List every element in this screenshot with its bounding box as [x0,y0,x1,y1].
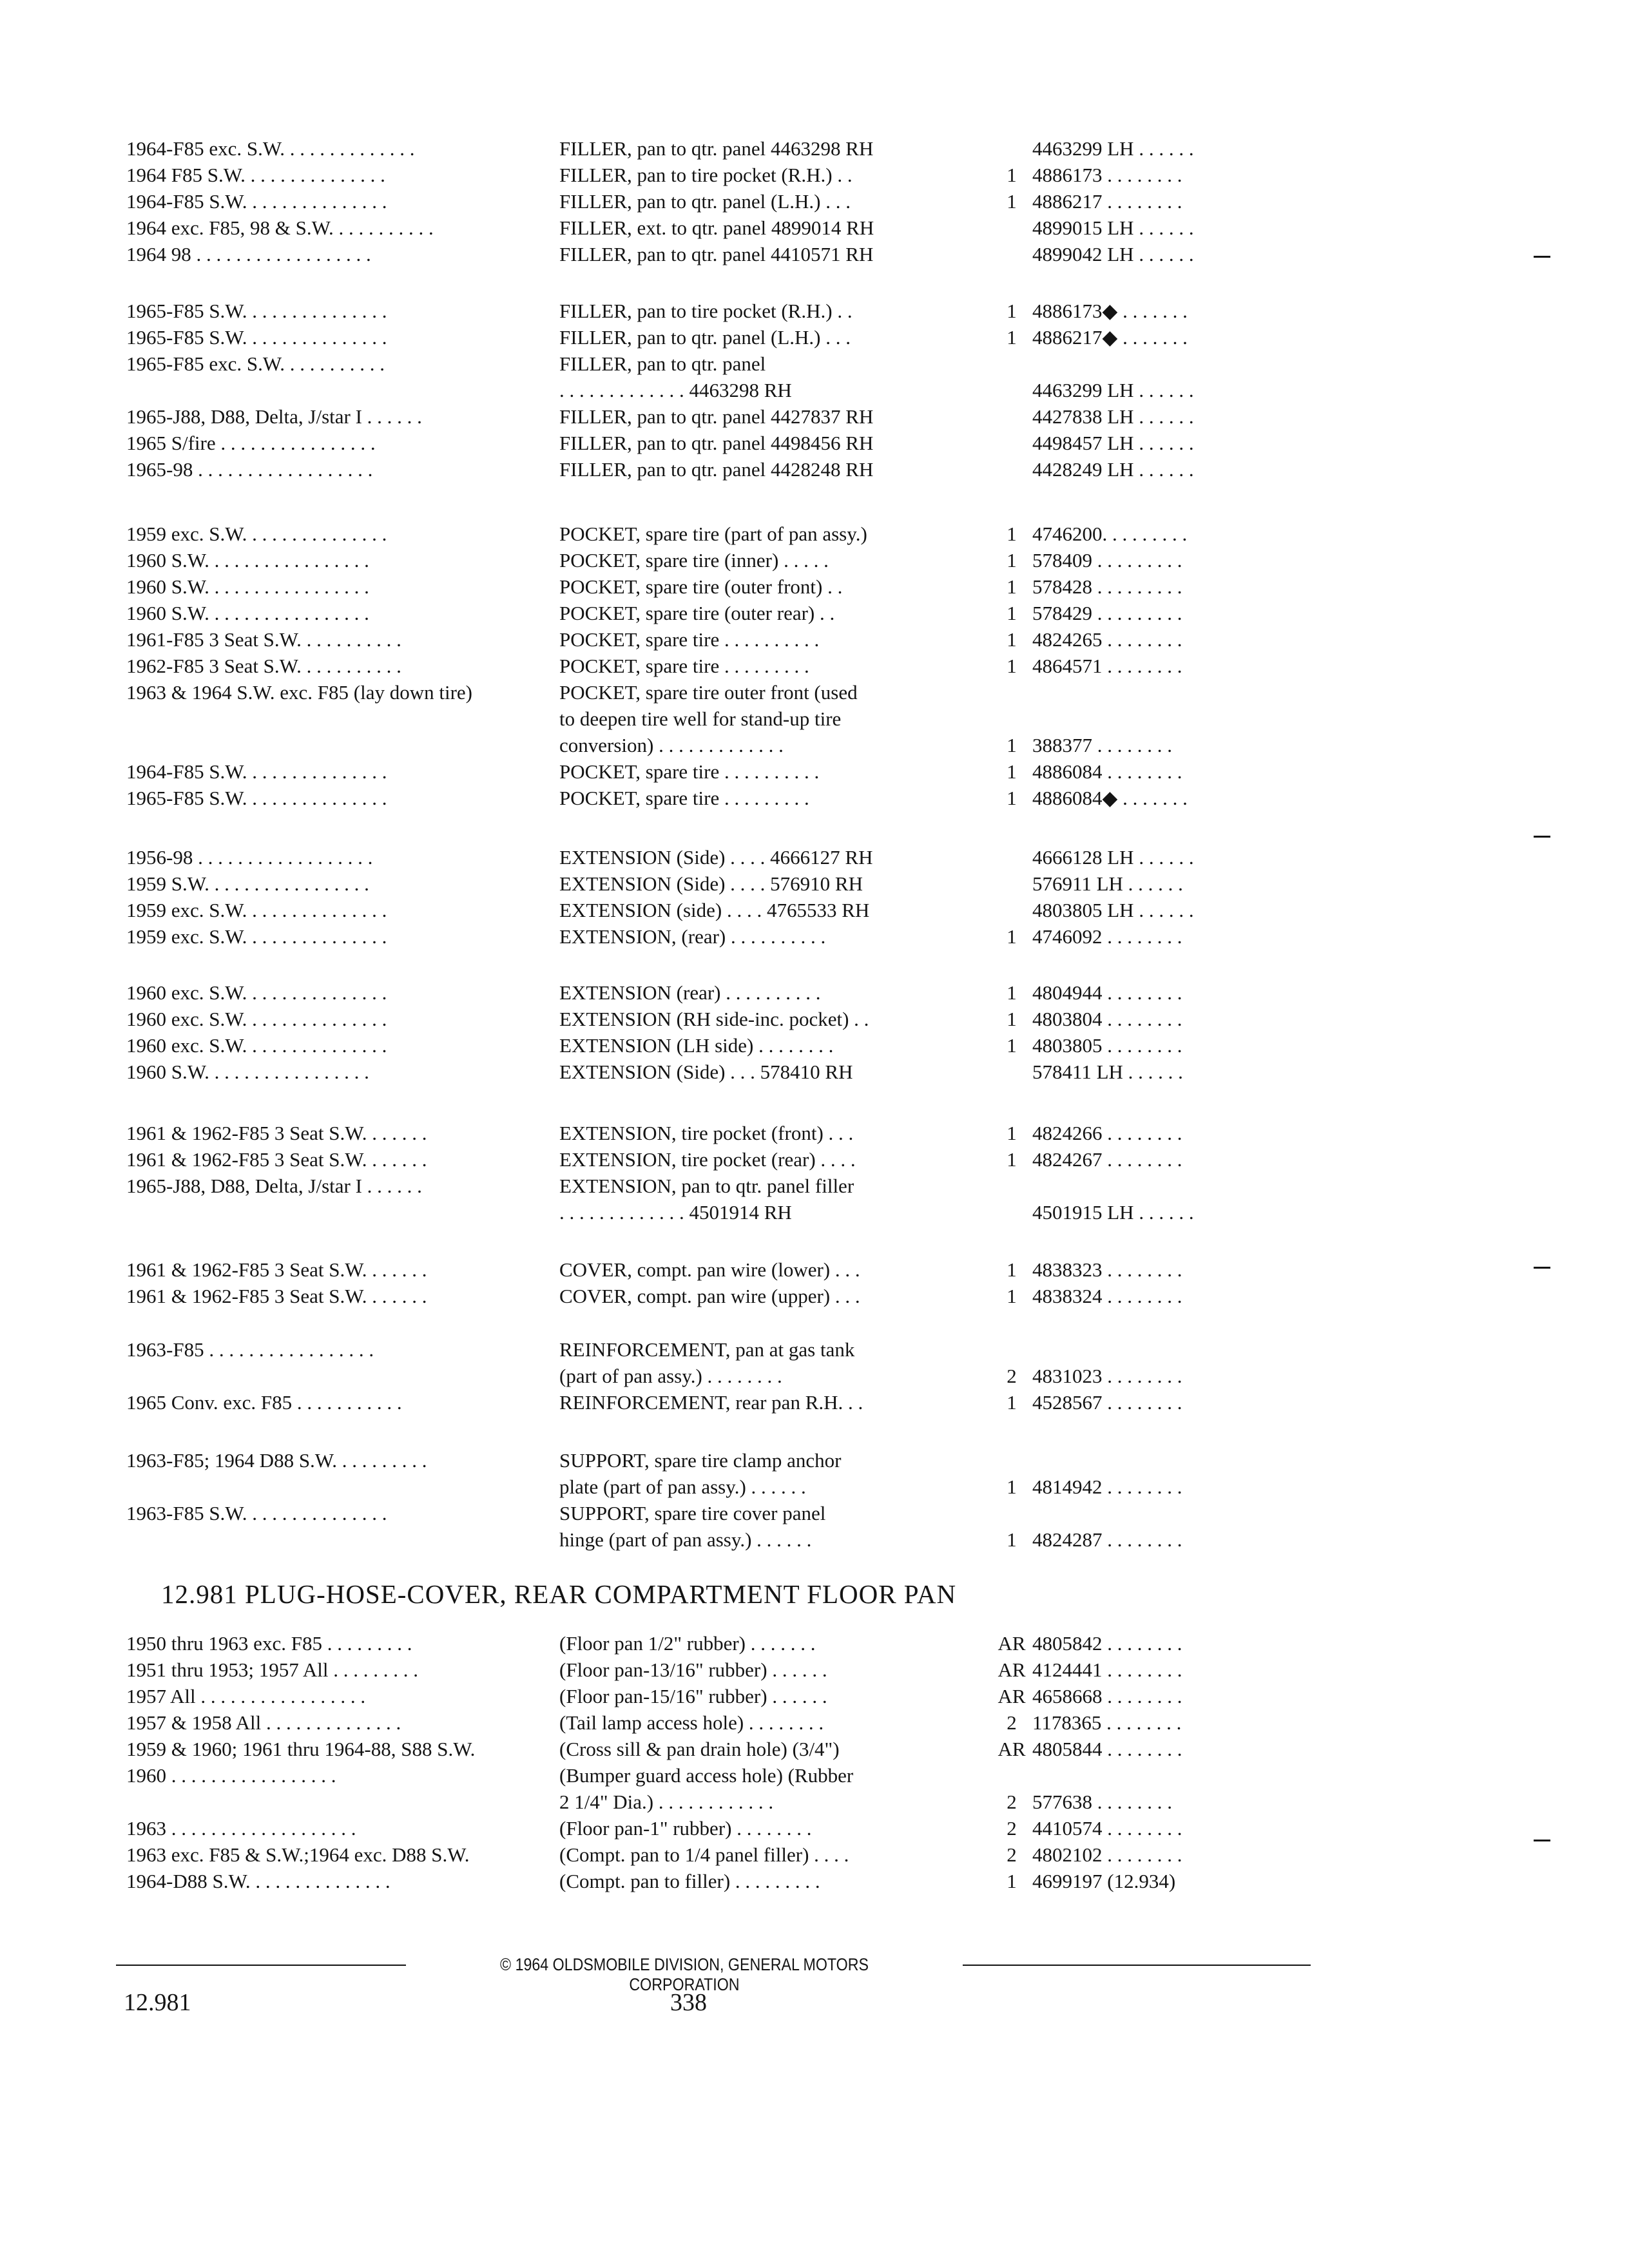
quantity-cell [991,1199,1032,1225]
description-cell: EXTENSION (LH side) . . . . . . . . [559,1034,834,1057]
application-cell: 1964-F85 S.W. . . . . . . . . . . . . . . [126,760,387,783]
cover-group [126,1256,1312,1309]
quantity-cell: 1 [1007,1148,1017,1171]
description-cell: POCKET, spare tire (outer front) . . [559,575,843,598]
part-number-cell [1032,1500,1312,1526]
parts-row [126,162,1312,188]
quantity-cell: 2 [1007,1817,1017,1840]
application-cell: 1960 S.W. . . . . . . . . . . . . . . . . [126,1061,369,1083]
parts-row [126,215,1312,241]
copyright-notice: © 1964 OLDSMOBILE DIVISION, GENERAL MOTORS CORPORATION [500,1955,869,1994]
quantity-cell [991,377,1032,403]
quantity-cell: 1 [1007,628,1017,651]
margin-mark [1534,836,1550,838]
description-cell: (Floor pan-1" rubber) . . . . . . . . [559,1817,812,1840]
parts-row [126,1199,1312,1225]
application-cell: 1965-J88, D88, Delta, J/star I . . . . . . [126,405,422,428]
application-cell: 1965 Conv. exc. F85 . . . . . . . . . . . [126,1391,402,1414]
quantity-cell: 2 [1007,1365,1017,1387]
quantity-cell [991,1762,1032,1789]
application-cell: 1965-F85 exc. S.W. . . . . . . . . . . [126,352,385,375]
quantity-cell: 1 [1007,300,1017,322]
application-cell: 1960 S.W. . . . . . . . . . . . . . . . . [126,575,369,598]
quantity-cell [991,679,1032,706]
quantity-cell: 1 [1007,1008,1017,1030]
description-cell: (Floor pan 1/2" rubber) . . . . . . . [559,1632,816,1655]
part-number-cell: 4463299 LH . . . . . . [1032,137,1194,160]
application-cell [126,732,559,758]
quantity-cell: 1 [1007,734,1017,756]
application-cell [126,1474,559,1500]
application-cell: 1961 & 1962-F85 3 Seat S.W. . . . . . . [126,1122,427,1144]
parts-row [126,1762,1312,1789]
quantity-cell: AR [998,1632,1026,1655]
quantity-cell [991,1447,1032,1474]
parts-row [126,1173,1312,1199]
description-cell: EXTENSION (RH side-inc. pocket) . . [559,1008,869,1030]
description-cell: (Bumper guard access hole) (Rubber [559,1764,854,1787]
part-number-cell: 4838324 . . . . . . . . [1032,1285,1182,1307]
description-cell: FILLER, pan to qtr. panel (L.H.) . . . [559,326,851,349]
parts-row [126,324,1312,351]
quantity-cell [991,403,1032,430]
parts-row [126,547,1312,573]
application-cell [126,1526,559,1553]
quantity-cell [991,135,1032,162]
description-cell: (Floor pan-13/16" rubber) . . . . . . [559,1658,827,1681]
footer-rule-left [116,1965,406,1966]
quantity-cell: 1 [1007,1285,1017,1307]
parts-row [126,653,1312,679]
part-number-cell: 4427838 LH . . . . . . [1032,405,1194,428]
quantity-cell: 2 [1007,1711,1017,1734]
quantity-cell [991,870,1032,897]
application-cell: 1960 S.W. . . . . . . . . . . . . . . . . [126,549,369,572]
description-cell: EXTENSION (rear) . . . . . . . . . . [559,981,821,1004]
quantity-cell: 1 [1007,1528,1017,1551]
application-cell: 1961 & 1962-F85 3 Seat S.W. . . . . . . [126,1285,427,1307]
part-number-cell [1032,1336,1312,1363]
part-number-cell: 4410574 . . . . . . . . [1032,1817,1182,1840]
quantity-cell [991,844,1032,870]
part-number-cell [1032,1762,1312,1789]
part-number-cell: 4803805 . . . . . . . . [1032,1034,1182,1057]
quantity-cell: 1 [1007,326,1017,349]
part-number-cell: 388377 . . . . . . . . [1032,734,1172,756]
quantity-cell: 1 [1007,787,1017,809]
application-cell: 1964 exc. F85, 98 & S.W. . . . . . . . . . . [126,216,434,239]
application-cell: 1963-F85 S.W. . . . . . . . . . . . . . . [126,1502,387,1524]
description-cell: . . . . . . . . . . . . . 4463298 RH [559,379,792,401]
description-cell: EXTENSION, (rear) . . . . . . . . . . [559,925,826,948]
part-number-cell: 4746092 . . . . . . . . [1032,925,1182,948]
quantity-cell [991,1059,1032,1085]
description-cell: FILLER, pan to qtr. panel 4498456 RH [559,432,874,454]
parts-row [126,706,1312,732]
part-number-cell: 4803805 LH . . . . . . [1032,899,1194,921]
description-cell: EXTENSION (Side) . . . . 4666127 RH [559,846,873,869]
parts-row [126,1526,1312,1553]
parts-row [126,732,1312,758]
application-cell: 1956-98 . . . . . . . . . . . . . . . . . . [126,846,373,869]
quantity-cell [991,215,1032,241]
parts-row [126,1146,1312,1173]
extension-pocket-group [126,1120,1312,1225]
description-cell: EXTENSION, pan to qtr. panel filler [559,1175,854,1197]
quantity-cell: 1 [1007,575,1017,598]
application-cell: 1963-F85 . . . . . . . . . . . . . . . . . [126,1338,374,1361]
description-cell: FILLER, pan to tire pocket (R.H.) . . [559,164,853,186]
part-number-cell [1032,1447,1312,1474]
parts-row [126,573,1312,600]
margin-mark [1534,1840,1550,1841]
description-cell: FILLER, pan to tire pocket (R.H.) . . [559,300,853,322]
description-cell: (Tail lamp access hole) . . . . . . . . [559,1711,824,1734]
parts-row [126,1709,1312,1736]
filler-group-1965 [126,298,1312,483]
part-number-cell: 4498457 LH . . . . . . [1032,432,1194,454]
quantity-cell: 1 [1007,1391,1017,1414]
parts-row [126,897,1312,923]
application-cell: 1965-F85 S.W. . . . . . . . . . . . . . . [126,326,387,349]
part-number-cell: 4699197 (12.934) [1032,1870,1176,1892]
description-cell: (Floor pan-15/16" rubber) . . . . . . [559,1685,827,1707]
plug-hose-cover-group [126,1630,1312,1894]
parts-row [126,188,1312,215]
part-number-cell: 4824265 . . . . . . . . [1032,628,1182,651]
part-number-cell: 4428249 LH . . . . . . [1032,458,1194,481]
part-number-cell: 4802102 . . . . . . . . [1032,1843,1182,1866]
application-cell: 1950 thru 1963 exc. F85 . . . . . . . . . [126,1632,412,1655]
quantity-cell [991,241,1032,267]
parts-row [126,1389,1312,1416]
application-cell: 1963 & 1964 S.W. exc. F85 (lay down tire) [126,681,472,704]
part-number-cell [1032,679,1312,706]
application-cell [126,377,559,403]
part-number-cell: 577638 . . . . . . . . [1032,1791,1172,1813]
pocket-group [126,521,1312,811]
quantity-cell: 1 [1007,602,1017,624]
quantity-cell: 1 [1007,549,1017,572]
part-number-cell: 4805844 . . . . . . . . [1032,1738,1182,1760]
parts-row [126,456,1312,483]
description-cell: EXTENSION, tire pocket (front) . . . [559,1122,854,1144]
quantity-cell: 1 [1007,981,1017,1004]
part-number-cell: 578428 . . . . . . . . . [1032,575,1182,598]
application-cell: 1959 exc. S.W. . . . . . . . . . . . . . . [126,925,387,948]
parts-row [126,298,1312,324]
part-number-cell: 4864571 . . . . . . . . [1032,655,1182,677]
quantity-cell [991,897,1032,923]
parts-row [126,1841,1312,1868]
application-cell: 1963-F85; 1964 D88 S.W. . . . . . . . . . [126,1449,427,1472]
application-cell: 1961-F85 3 Seat S.W. . . . . . . . . . . [126,628,401,651]
parts-row [126,377,1312,403]
quantity-cell [991,1173,1032,1199]
application-cell: 1964 98 . . . . . . . . . . . . . . . . . . [126,243,371,265]
quantity-cell: 1 [1007,1475,1017,1498]
extension-side-group [126,844,1312,950]
description-cell: REINFORCEMENT, pan at gas tank [559,1338,855,1361]
parts-row [126,923,1312,950]
parts-row [126,1500,1312,1526]
application-cell: 1951 thru 1953; 1957 All . . . . . . . . . [126,1658,418,1681]
part-number-cell: 4501915 LH . . . . . . [1032,1201,1194,1224]
parts-row [126,430,1312,456]
application-cell: 1960 S.W. . . . . . . . . . . . . . . . . [126,602,369,624]
parts-row [126,1059,1312,1085]
quantity-cell [991,1500,1032,1526]
parts-row [126,1283,1312,1309]
application-cell: 1963 . . . . . . . . . . . . . . . . . . . [126,1817,356,1840]
part-number-cell: 4803804 . . . . . . . . [1032,1008,1182,1030]
description-cell: to deepen tire well for stand-up tire [559,707,842,730]
parts-row [126,1789,1312,1815]
part-number-cell: 4899015 LH . . . . . . [1032,216,1194,239]
margin-mark [1534,1267,1550,1269]
quantity-cell [991,706,1032,732]
part-number-cell: 4658668 . . . . . . . . [1032,1685,1182,1707]
parts-row [126,1006,1312,1032]
application-cell: 1959 & 1960; 1961 thru 1964-88, S88 S.W. [126,1738,476,1760]
description-cell: EXTENSION (side) . . . . 4765533 RH [559,899,870,921]
part-number-cell [1032,1173,1312,1199]
application-cell: 1957 & 1958 All . . . . . . . . . . . . . . [126,1711,401,1734]
part-number-cell: 576911 LH . . . . . . [1032,872,1183,895]
part-number-cell: 4666128 LH . . . . . . [1032,846,1194,869]
part-number-cell: 4886084 . . . . . . . . [1032,760,1182,783]
part-number-cell: 4831023 . . . . . . . . [1032,1365,1182,1387]
quantity-cell: 1 [1007,1870,1017,1892]
quantity-cell: AR [998,1685,1026,1707]
quantity-cell: AR [998,1658,1026,1681]
part-number-cell: 4886217 . . . . . . . . [1032,190,1182,213]
application-cell: 1964-F85 S.W. . . . . . . . . . . . . . . [126,190,387,213]
parts-row [126,758,1312,785]
description-cell: SUPPORT, spare tire cover panel [559,1502,826,1524]
quantity-cell: 1 [1007,655,1017,677]
part-number-cell: 4804944 . . . . . . . . [1032,981,1182,1004]
part-number-cell: 4124441 . . . . . . . . [1032,1658,1182,1681]
parts-row [126,1474,1312,1500]
page-number: 338 [670,1989,707,2016]
part-number-cell: 4838323 . . . . . . . . [1032,1258,1182,1281]
quantity-cell: 1 [1007,925,1017,948]
application-cell: 1960 . . . . . . . . . . . . . . . . . [126,1764,336,1787]
description-cell: plate (part of pan assy.) . . . . . . [559,1475,806,1498]
description-cell: FILLER, pan to qtr. panel 4410571 RH [559,243,874,265]
application-cell: 1959 S.W. . . . . . . . . . . . . . . . . [126,872,369,895]
application-cell: 1963 exc. F85 & S.W.;1964 exc. D88 S.W. [126,1843,470,1866]
application-cell [126,706,559,732]
description-cell: 2 1/4" Dia.) . . . . . . . . . . . . [559,1791,774,1813]
support-group [126,1447,1312,1553]
quantity-cell: 1 [1007,523,1017,545]
part-number-cell: 4886173◆ . . . . . . . [1032,300,1188,322]
filler-group-1964 [126,135,1312,267]
description-cell: (Compt. pan to filler) . . . . . . . . . [559,1870,820,1892]
margin-mark [1534,256,1550,258]
description-cell: POCKET, spare tire (outer rear) . . [559,602,835,624]
parts-row [126,1630,1312,1657]
part-number-cell: 4824267 . . . . . . . . [1032,1148,1182,1171]
application-cell: 1965-J88, D88, Delta, J/star I . . . . . . [126,1175,422,1197]
application-cell: 1964 F85 S.W. . . . . . . . . . . . . . . [126,164,385,186]
application-cell: 1965-F85 S.W. . . . . . . . . . . . . . . [126,787,387,809]
reinforcement-group [126,1336,1312,1416]
application-cell: 1961 & 1962-F85 3 Seat S.W. . . . . . . [126,1258,427,1281]
part-number-cell: 4824266 . . . . . . . . [1032,1122,1182,1144]
description-cell: (Compt. pan to 1/4 panel filler) . . . . [559,1843,849,1866]
quantity-cell: 1 [1007,190,1017,213]
description-cell: COVER, compt. pan wire (upper) . . . [559,1285,860,1307]
parts-row [126,785,1312,811]
quantity-cell [991,351,1032,377]
part-number-cell: 4899042 LH . . . . . . [1032,243,1194,265]
description-cell: EXTENSION (Side) . . . 578410 RH [559,1061,853,1083]
application-cell: 1960 exc. S.W. . . . . . . . . . . . . . . [126,1034,387,1057]
parts-row [126,1120,1312,1146]
application-cell: 1965-98 . . . . . . . . . . . . . . . . . . [126,458,373,481]
application-cell: 1965 S/fire . . . . . . . . . . . . . . . . [126,432,376,454]
description-cell: POCKET, spare tire outer front (used [559,681,858,704]
parts-row [126,1336,1312,1363]
parts-row [126,600,1312,626]
parts-row [126,1657,1312,1683]
description-cell: hinge (part of pan assy.) . . . . . . [559,1528,812,1551]
application-cell [126,1363,559,1389]
description-cell: (part of pan assy.) . . . . . . . . [559,1365,782,1387]
description-cell: FILLER, pan to qtr. panel 4463298 RH [559,137,874,160]
parts-row [126,979,1312,1006]
part-number-cell: 4886217◆ . . . . . . . [1032,326,1188,349]
footer-rule-right [963,1965,1311,1966]
part-number-cell: 4886173 . . . . . . . . [1032,164,1182,186]
description-cell: POCKET, spare tire . . . . . . . . . [559,655,809,677]
part-number-cell: 4528567 . . . . . . . . [1032,1391,1182,1414]
part-number-cell: 4746200. . . . . . . . . [1032,523,1188,545]
parts-row [126,241,1312,267]
application-cell: 1964-F85 exc. S.W. . . . . . . . . . . . . . [126,137,415,160]
parts-row [126,1363,1312,1389]
parts-row [126,135,1312,162]
description-cell: FILLER, pan to qtr. panel [559,352,766,375]
part-number-cell [1032,351,1312,377]
quantity-cell: 1 [1007,1258,1017,1281]
part-number-cell: 4805842 . . . . . . . . [1032,1632,1182,1655]
description-cell: (Cross sill & pan drain hole) (3/4") [559,1738,840,1760]
quantity-cell: 1 [1007,164,1017,186]
parts-row [126,844,1312,870]
application-cell: 1965-F85 S.W. . . . . . . . . . . . . . . [126,300,387,322]
part-number-cell: 578409 . . . . . . . . . [1032,549,1182,572]
quantity-cell [991,456,1032,483]
part-number-cell: 4814942 . . . . . . . . [1032,1475,1182,1498]
description-cell: REINFORCEMENT, rear pan R.H. . . [559,1391,863,1414]
part-number-cell: 578411 LH . . . . . . [1032,1061,1183,1083]
description-cell: SUPPORT, spare tire clamp anchor [559,1449,842,1472]
part-number-cell: 4824287 . . . . . . . . [1032,1528,1182,1551]
parts-row [126,1868,1312,1894]
parts-row [126,351,1312,377]
description-cell: POCKET, spare tire . . . . . . . . . [559,787,809,809]
section-number: 12.981 [124,1989,191,2016]
application-cell [126,1789,559,1815]
part-number-cell: 578429 . . . . . . . . . [1032,602,1182,624]
description-cell: FILLER, pan to qtr. panel 4428248 RH [559,458,874,481]
parts-row [126,1736,1312,1762]
application-cell: 1959 exc. S.W. . . . . . . . . . . . . . . [126,523,387,545]
part-number-cell [1032,706,1312,732]
parts-row [126,521,1312,547]
application-cell: 1960 exc. S.W. . . . . . . . . . . . . . . [126,1008,387,1030]
application-cell: 1964-D88 S.W. . . . . . . . . . . . . . . [126,1870,390,1892]
section-heading: 12.981 PLUG-HOSE-COVER, REAR COMPARTMENT FLOOR PAN [161,1579,957,1609]
application-cell [126,1199,559,1225]
application-cell: 1961 & 1962-F85 3 Seat S.W. . . . . . . [126,1148,427,1171]
parts-row [126,870,1312,897]
quantity-cell [991,430,1032,456]
part-number-cell: 4463299 LH . . . . . . [1032,379,1194,401]
application-cell: 1957 All . . . . . . . . . . . . . . . . . [126,1685,366,1707]
description-cell: POCKET, spare tire (part of pan assy.) [559,523,867,545]
parts-row [126,1815,1312,1841]
quantity-cell: 2 [1007,1843,1017,1866]
parts-row [126,403,1312,430]
description-cell: POCKET, spare tire . . . . . . . . . . [559,760,820,783]
extension-1960-group [126,979,1312,1085]
quantity-cell: 1 [1007,760,1017,783]
parts-row [126,679,1312,706]
quantity-cell: 2 [1007,1791,1017,1813]
description-cell: POCKET, spare tire . . . . . . . . . . [559,628,820,651]
parts-row [126,1683,1312,1709]
parts-row [126,1032,1312,1059]
quantity-cell: AR [998,1738,1026,1760]
description-cell: . . . . . . . . . . . . . 4501914 RH [559,1201,792,1224]
parts-row [126,626,1312,653]
quantity-cell: 1 [1007,1034,1017,1057]
description-cell: POCKET, spare tire (inner) . . . . . [559,549,829,572]
description-cell: COVER, compt. pan wire (lower) . . . [559,1258,860,1281]
parts-row [126,1256,1312,1283]
description-cell: FILLER, pan to qtr. panel (L.H.) . . . [559,190,851,213]
quantity-cell [991,1336,1032,1363]
quantity-cell: 1 [1007,1122,1017,1144]
description-cell: EXTENSION (Side) . . . . 576910 RH [559,872,863,895]
part-number-cell: 4886084◆ . . . . . . . [1032,787,1188,809]
application-cell: 1959 exc. S.W. . . . . . . . . . . . . . . [126,899,387,921]
part-number-cell: 1178365 . . . . . . . . [1032,1711,1182,1734]
description-cell: conversion) . . . . . . . . . . . . . [559,734,784,756]
description-cell: FILLER, ext. to qtr. panel 4899014 RH [559,216,874,239]
parts-row [126,1447,1312,1474]
description-cell: EXTENSION, tire pocket (rear) . . . . [559,1148,856,1171]
application-cell: 1962-F85 3 Seat S.W. . . . . . . . . . . [126,655,401,677]
application-cell: 1960 exc. S.W. . . . . . . . . . . . . . . [126,981,387,1004]
description-cell: FILLER, pan to qtr. panel 4427837 RH [559,405,874,428]
